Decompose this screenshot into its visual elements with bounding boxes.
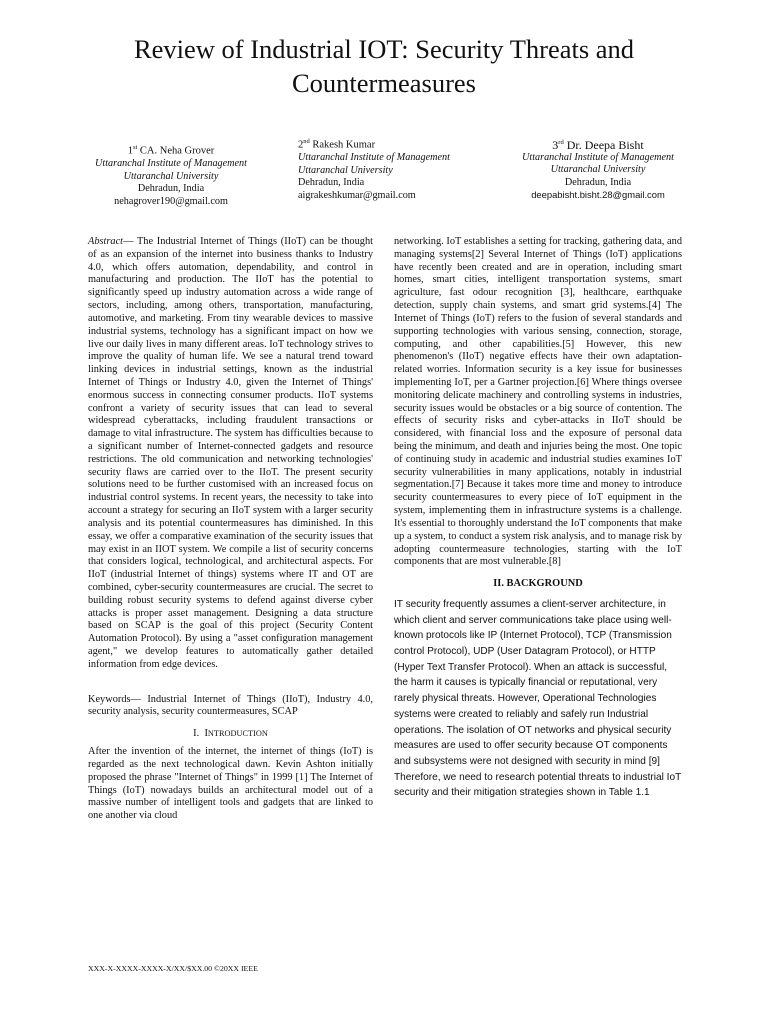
abstract-text: — The Industrial Internet of Things (IIoT) can be thought of as an expansion of the internet into business thanks to Industry 4.0, which offers automation, dependability, and control in manufacturing and production. The IIoT has the potential to significantly speed up industry automation across a wide range of sectors, including, among others, transportation, manufacturing, automotive, and marketing. From tiny wearable devices to massive industrial systems, technology has a significant impact on how we live our daily lives in many different areas. IoT technology strives to improve the quality of human life. We see a natural trend toward linking devices in industrial settings, known as the industrial Internet of Things or Industry 4.0, given the Internet of Things' enormous success in connecting consumer products. IIoT systems confront a variety of security issues that can lead to several widespread cyberattacks, including fraudulent transactions or damage to vital infrastructure. The system has difficulties because to a significant number of Internet-connected gadgets and resource restrictions. The old communication and networking technologies' security flaws are carried over to the IIoT. The present security solutions need to be further customised with an increased focus on industrial control systems. In recent years, the necessity to take into account a strategy for securing an IIoT system with a larger security analysis and its potential countermeasures has diminished. In this essay, we offer a comparative examination of the security issues that may exist in an IIOT system. We compile a list of security concerns that considers logical, technological, and architectural aspects. For IIoT (industrial Internet of things) systems where IT and OT are combined, cyber-security countermeasures are crucial. The secret to building robust security systems to defend against diverse cyber attacks is proper asset management. Designing a data structure based on SCAP is the goal of this project (Security Content Automation Protocol). By using a "asset configuration management agent," we develop features to automatically gather detailed information from edge devices. [88, 236, 373, 670]
author-institute: Uttaranchal Institute of Management [522, 151, 674, 163]
author-email: deepabisht.bisht.28@gmail.com [531, 189, 665, 200]
author-block-3 [508, 137, 688, 202]
author-email: aigrakeshkumar@gmail.com [298, 189, 416, 201]
keywords: Keywords— Industrial Internet of Things (IIoT), Industry 4.0, security analysis, security countermeasures, SCAP [88, 693, 373, 718]
author-name: 3rd Dr. Deepa Bisht [552, 138, 644, 152]
left-column [88, 236, 373, 823]
paper-title: Review of Industrial IOT: Security Threats and Countermeasures [133, 34, 635, 98]
abstract [88, 236, 373, 672]
author-location: Dehradun, India [137, 183, 205, 194]
author-institute: Uttaranchal Institute of Management [95, 158, 247, 169]
author-institute: Uttaranchal Institute of Management [298, 152, 450, 163]
author-university: Uttaranchal University [298, 164, 393, 176]
intro-paragraph-continued: networking. IoT establishes a setting for tracking, gathering data, and managing systems[2] Several Internet of Things (IoT) applications have recently been created and are in operation, including smart homes, smart cities, intelligent transportation systems, smart agriculture, fast odour recognition [3], healthcare, earthquake detection, supply chain systems, and smart grid systems.[4] The Internet of Things (IoT) refers to the fusion of several standards and supporting technologies with various sensing, connection, storage, computing, and other capabilities.[5] However, this new phenomenon's (IIoT) negative effects have their own adaptation-related worries. Information security is a key issue for businesses implementing IoT, per a Gartner projection.[6] Where things oversee monitoring delicate machinery and controlling systems in industries, security issues would be obstacles or a big source of contention. The effects of security risks and cyber-attacks in IIoT should be considered, with financial loss and the exposure of personal data being the minimum, and death and injuries being the most. One topic of continuing study in academic and industrial studies examines IoT security vulnerabilities in many applications, notably in industrial segmentation.[7] Because it takes more time and money to introduce security countermeasures to every piece of IoT equipment in the system, implementing them in infrastructure systems is a challenge. It's essential to thoroughly understand the IoT components that make up a system, to conduct a system risk analysis, and to manage risk by adopting countermeasure technologies, starting with the IoT components that are most vulnerable.[8] [394, 236, 682, 568]
abstract-label: Abstract [88, 236, 124, 247]
right-column [394, 236, 682, 801]
section-heading-introduction: I. INTRODUCTION [193, 728, 268, 740]
author-name: 2nd Rakesh Kumar [298, 138, 376, 151]
intro-paragraph-start: After the invention of the internet, the internet of things (IoT) is regarded as the next technological dawn. Kevin Ashton initially proposed the phrase "Internet of Things" in 1999 [1] The Internet of Things (IoT) nowadays builds an architectural model out of a massive number of intelligent tools and gadgets that are linked to one another via cloud [88, 746, 373, 822]
author-location: Dehradun, India [298, 177, 365, 188]
background-paragraph: IT security frequently assumes a client-server architecture, in which client and server communications take place using well-known protocols like IP (Internet Protocol), TCP (Transmission control Protocol), UDP (User Datagram Protocol), or HTTP (Hyper Text Transfer Protocol). When an attack is successful, the harm it causes is typically financial or reputational, very rarely physical threats. However, Operational Technologies systems were created to reliably and safely run Industrial operations. The isolation of OT networks and physical security measures are used to offer security because OT components and subsystems were not designed with security in mind [9] Therefore, we need to research potential threats to industrial IoT security and their mitigation strategies shown in Table 1.1 [394, 598, 682, 799]
author-block-2 [298, 136, 468, 202]
author-email: nehagrover190@gmail.com [114, 195, 228, 207]
author-university: Uttaranchal University [550, 164, 646, 175]
copyright-footer: XXX-X-XXXX-XXXX-X/XX/$XX.00 ©20XX IEEE [88, 964, 258, 973]
author-location: Dehradun, India [564, 176, 632, 188]
section-heading-background: II. BACKGROUND [493, 578, 583, 590]
author-university: Uttaranchal University [123, 170, 219, 182]
author-name: 1st CA. Neha Grover [127, 144, 215, 157]
author-block-1 [78, 142, 264, 208]
